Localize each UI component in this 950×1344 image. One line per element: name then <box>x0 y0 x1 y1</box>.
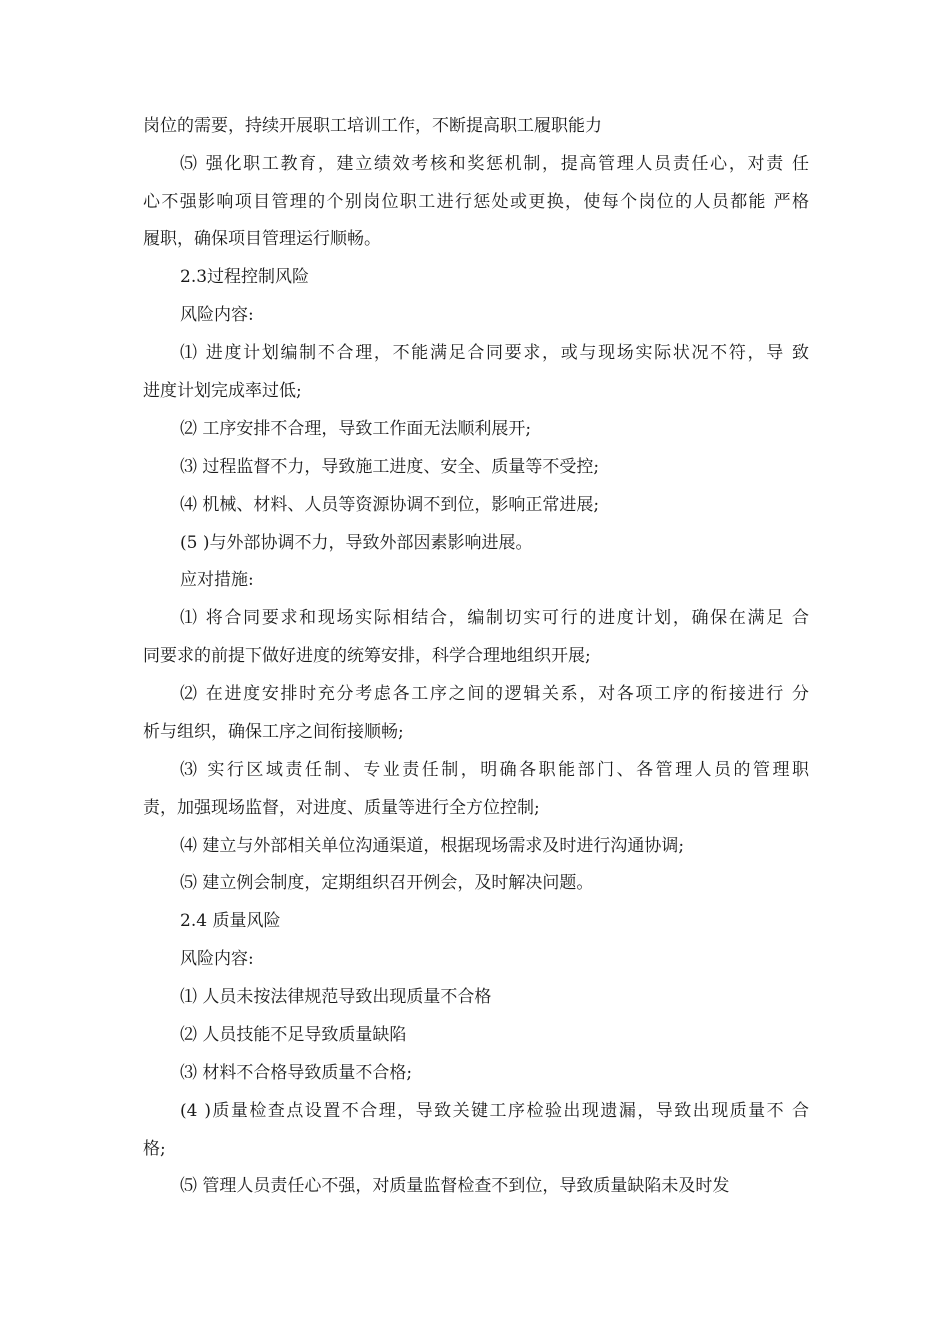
body-text-line: ⑴ 进度计划编制不合理，不能满足合同要求，或与现场实际状况不符，导 致 <box>180 343 809 363</box>
body-text-line: ⑷ 机械、材料、人员等资源协调不到位，影响正常进展; <box>180 495 600 515</box>
body-text-line: ⑶ 过程监督不力，导致施工进度、安全、质量等不受控; <box>180 457 600 477</box>
subheading: 风险内容: <box>180 949 254 969</box>
subheading: 风险内容: <box>180 305 254 325</box>
body-text-line: 格; <box>143 1139 166 1159</box>
body-text-line: (5 )与外部协调不力，导致外部因素影响进展。 <box>180 533 533 553</box>
body-text-line: 同要求的前提下做好进度的统筹安排，科学合理地组织开展; <box>143 646 591 666</box>
body-text-line: ⑵ 人员技能不足导致质量缺陷 <box>180 1025 407 1045</box>
body-text-line: ⑷ 建立与外部相关单位沟通渠道，根据现场需求及时进行沟通协调; <box>180 836 685 856</box>
body-text-line: 岗位的需要，持续开展职工培训工作，不断提高职工履职能力 <box>143 116 602 136</box>
body-text-line: ⑴ 将合同要求和现场实际相结合，编制切实可行的进度计划，确保在满足 合 <box>180 608 809 628</box>
body-text-line: ⑴ 人员未按法律规范导致出现质量不合格 <box>180 987 492 1007</box>
section-heading: 2.4 质量风险 <box>180 911 281 931</box>
body-text-line: ⑵ 工序安排不合理，导致工作面无法顺利展开; <box>180 419 532 439</box>
body-text-line: 心不强影响项目管理的个别岗位职工进行惩处或更换，使每个岗位的人员都能 严格 <box>143 192 809 212</box>
body-text-line: 责，加强现场监督，对进度、质量等进行全方位控制; <box>143 798 540 818</box>
body-text-line: ⑵ 在进度安排时充分考虑各工序之间的逻辑关系，对各项工序的衔接进行 分 <box>180 684 809 704</box>
body-text-line: ⑸ 管理人员责任心不强，对质量监督检查不到位，导致质量缺陷未及时发 <box>180 1176 730 1196</box>
body-text-line: 析与组织，确保工序之间衔接顺畅; <box>143 722 404 742</box>
body-text-line: ⑸ 强化职工教育，建立绩效考核和奖惩机制，提高管理人员责任心，对责 任 <box>180 154 809 174</box>
body-text-line: 履职，确保项目管理运行顺畅。 <box>143 229 381 249</box>
subheading: 应对措施: <box>180 570 254 590</box>
body-text-line: ⑸ 建立例会制度，定期组织召开例会，及时解决问题。 <box>180 873 594 893</box>
body-text-line: (4 )质量检查点设置不合理，导致关键工序检验出现遗漏，导致出现质量不 合 <box>180 1101 809 1121</box>
body-text-line: 进度计划完成率过低; <box>143 381 302 401</box>
body-text-line: ⑶ 实行区域责任制、专业责任制，明确各职能部门、各管理人员的管理职 <box>180 760 809 780</box>
section-heading: 2.3过程控制风险 <box>180 267 310 287</box>
body-text-line: ⑶ 材料不合格导致质量不合格; <box>180 1063 413 1083</box>
